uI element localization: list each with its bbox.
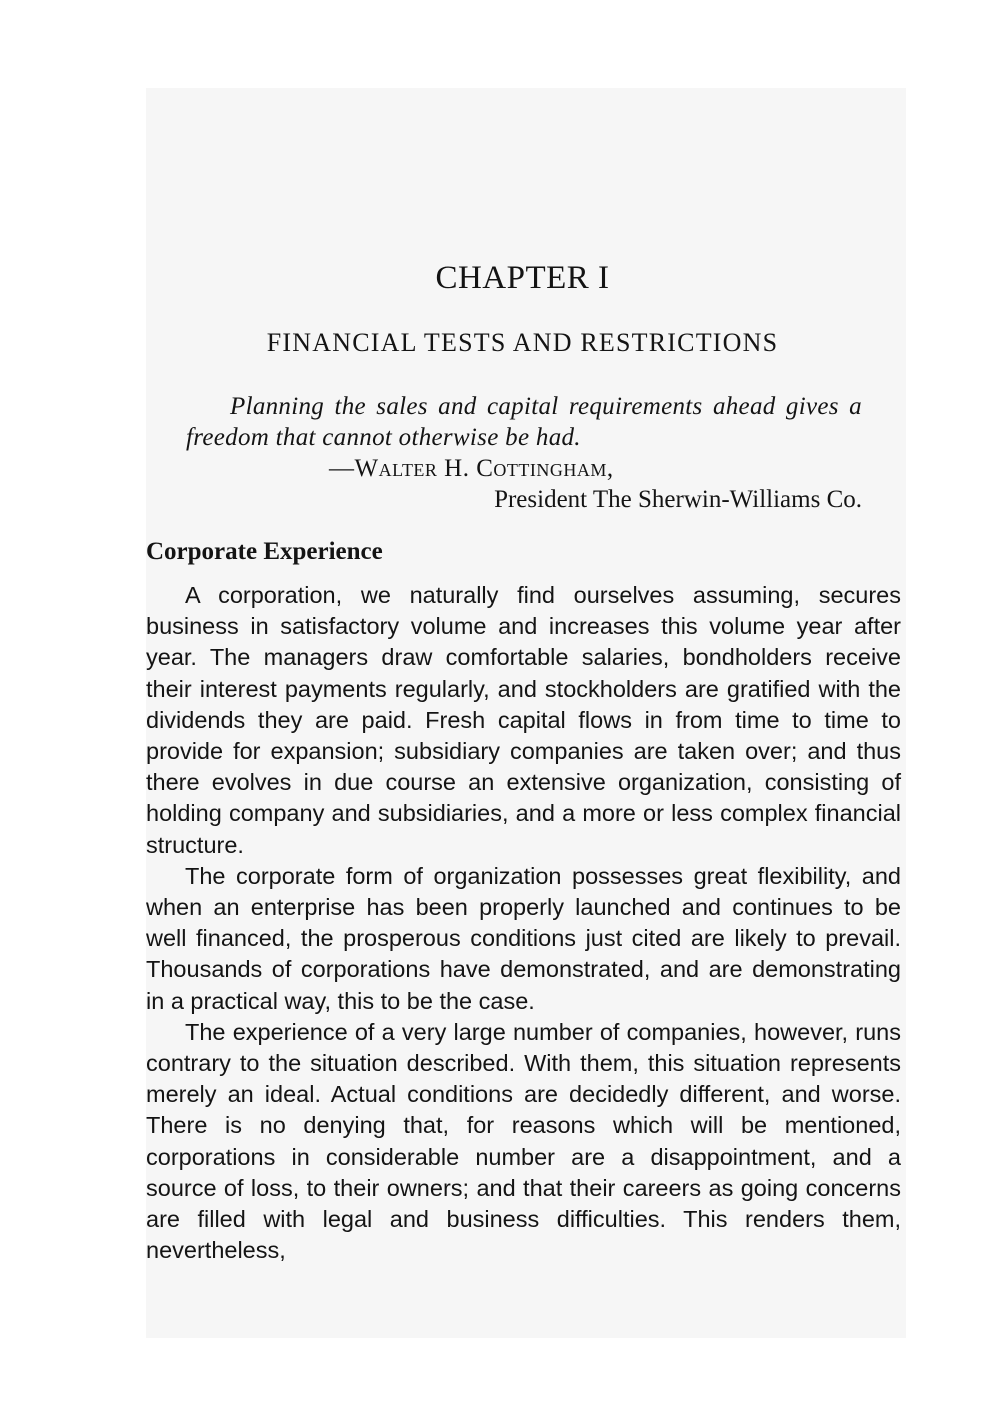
paragraph: The experience of a very large number of companies, however, runs contrary to the situation described. With them, this situation represents merely an ideal. Actual conditions are decidedly different, and worse. There is no denying that, for reasons which will be mentioned, corporations in considerable number are a disappointment, and a source of loss, to their owners; and that their careers as going concerns are filled with legal and business difficulties. This renders them, nevertheless, [146,1018,901,1264]
epigraph-author: Walter H. Cottingham, [354,455,614,482]
chapter-subtitle: FINANCIAL TESTS AND RESTRICTIONS [266,328,779,357]
paragraph: A corporation, we naturally find ourselves assuming, secures business in satisfactory volume and increases this volume year after year. The managers draw comfortable salaries, bondholders receive their interest payments regularly, and stockholders are gratified with the dividends they are paid. Fresh capital flows in from time to time to provide for expansion; subsidiary companies are taken over; and thus there evolves in due course an extensive organization, consisting of holding company and subsidiaries, and a more or less complex financial structure. [146,582,901,858]
epigraph-quote: Planning the sales and capital requirements ahead gives a freedom that cannot otherwise be had. [186,393,862,451]
section-heading: Corporate Experience [146,538,383,565]
epigraph-attribution [186,453,862,484]
epigraph-dash: — [329,455,355,482]
chapter-title: CHAPTER I [435,260,610,296]
epigraph-author-title: President The Sherwin-Williams Co. [494,486,862,513]
body-text [146,580,901,1266]
epigraph [186,391,862,515]
paragraph: The corporate form of organization possesses great flexibility, and when an enterprise has been properly launched and continues to be well financed, the prosperous conditions just cited are likely to prevail. Thousands of corporations have demonstrated, and are demonstrating in a practical way, this to be the case. [146,862,901,1014]
